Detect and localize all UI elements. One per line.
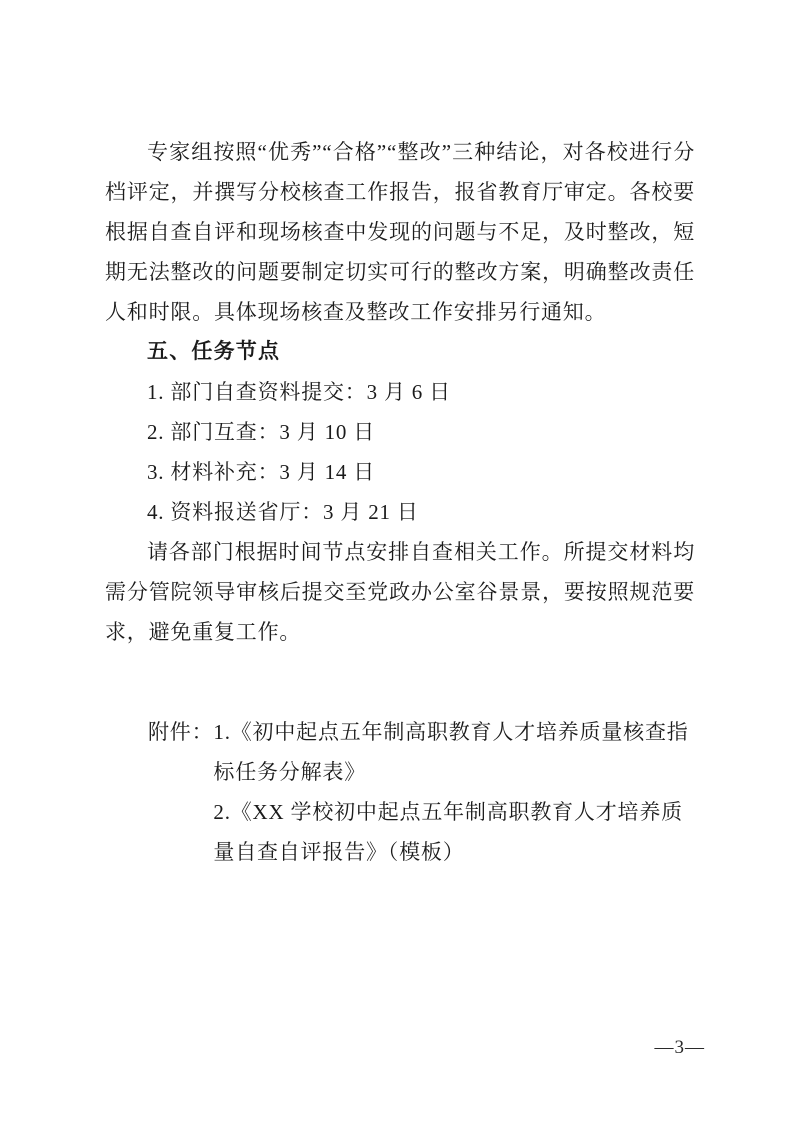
task-item-4: 4. 资料报送省厅：3 月 21 日 [147,500,419,524]
page-number: —3— [654,1037,705,1058]
attachment-item-2: 2.《XX 学校初中起点五年制高职教育人才培养质量自查自评报告》（模板） [213,800,683,864]
section-heading-task-nodes: 五、任务节点 [147,340,281,363]
document-body [105,132,695,872]
paragraph-review-conclusions: 专家组按照“优秀”“合格”“整改”三种结论，对各校进行分档评定，并撰写分校核查工作报告，报省教育厅审定。各校要根据自查自评和现场核查中发现的问题与不足，及时整改，短期无法整改的问题要制定切实可行的整改方案，明确整改责任人和时限。具体现场核查及整改工作安排另行通知。 [105,140,695,324]
attachments-label: 附件： [148,720,214,744]
task-item-3: 3. 材料补充：3 月 14 日 [147,460,376,484]
attachments-list [213,712,695,872]
attachments-block [148,712,695,872]
attachment-item-1: 1.《初中起点五年制高职教育人才培养质量核查指标任务分解表》 [213,720,689,784]
paragraph-submission-instructions: 请各部门根据时间节点安排自查相关工作。所提交材料均需分管院领导审核后提交至党政办公室谷景景，要按照规范要求，避免重复工作。 [105,540,695,644]
task-item-2: 2. 部门互查：3 月 10 日 [147,420,376,444]
task-item-1: 1. 部门自查资料提交：3 月 6 日 [147,380,451,404]
